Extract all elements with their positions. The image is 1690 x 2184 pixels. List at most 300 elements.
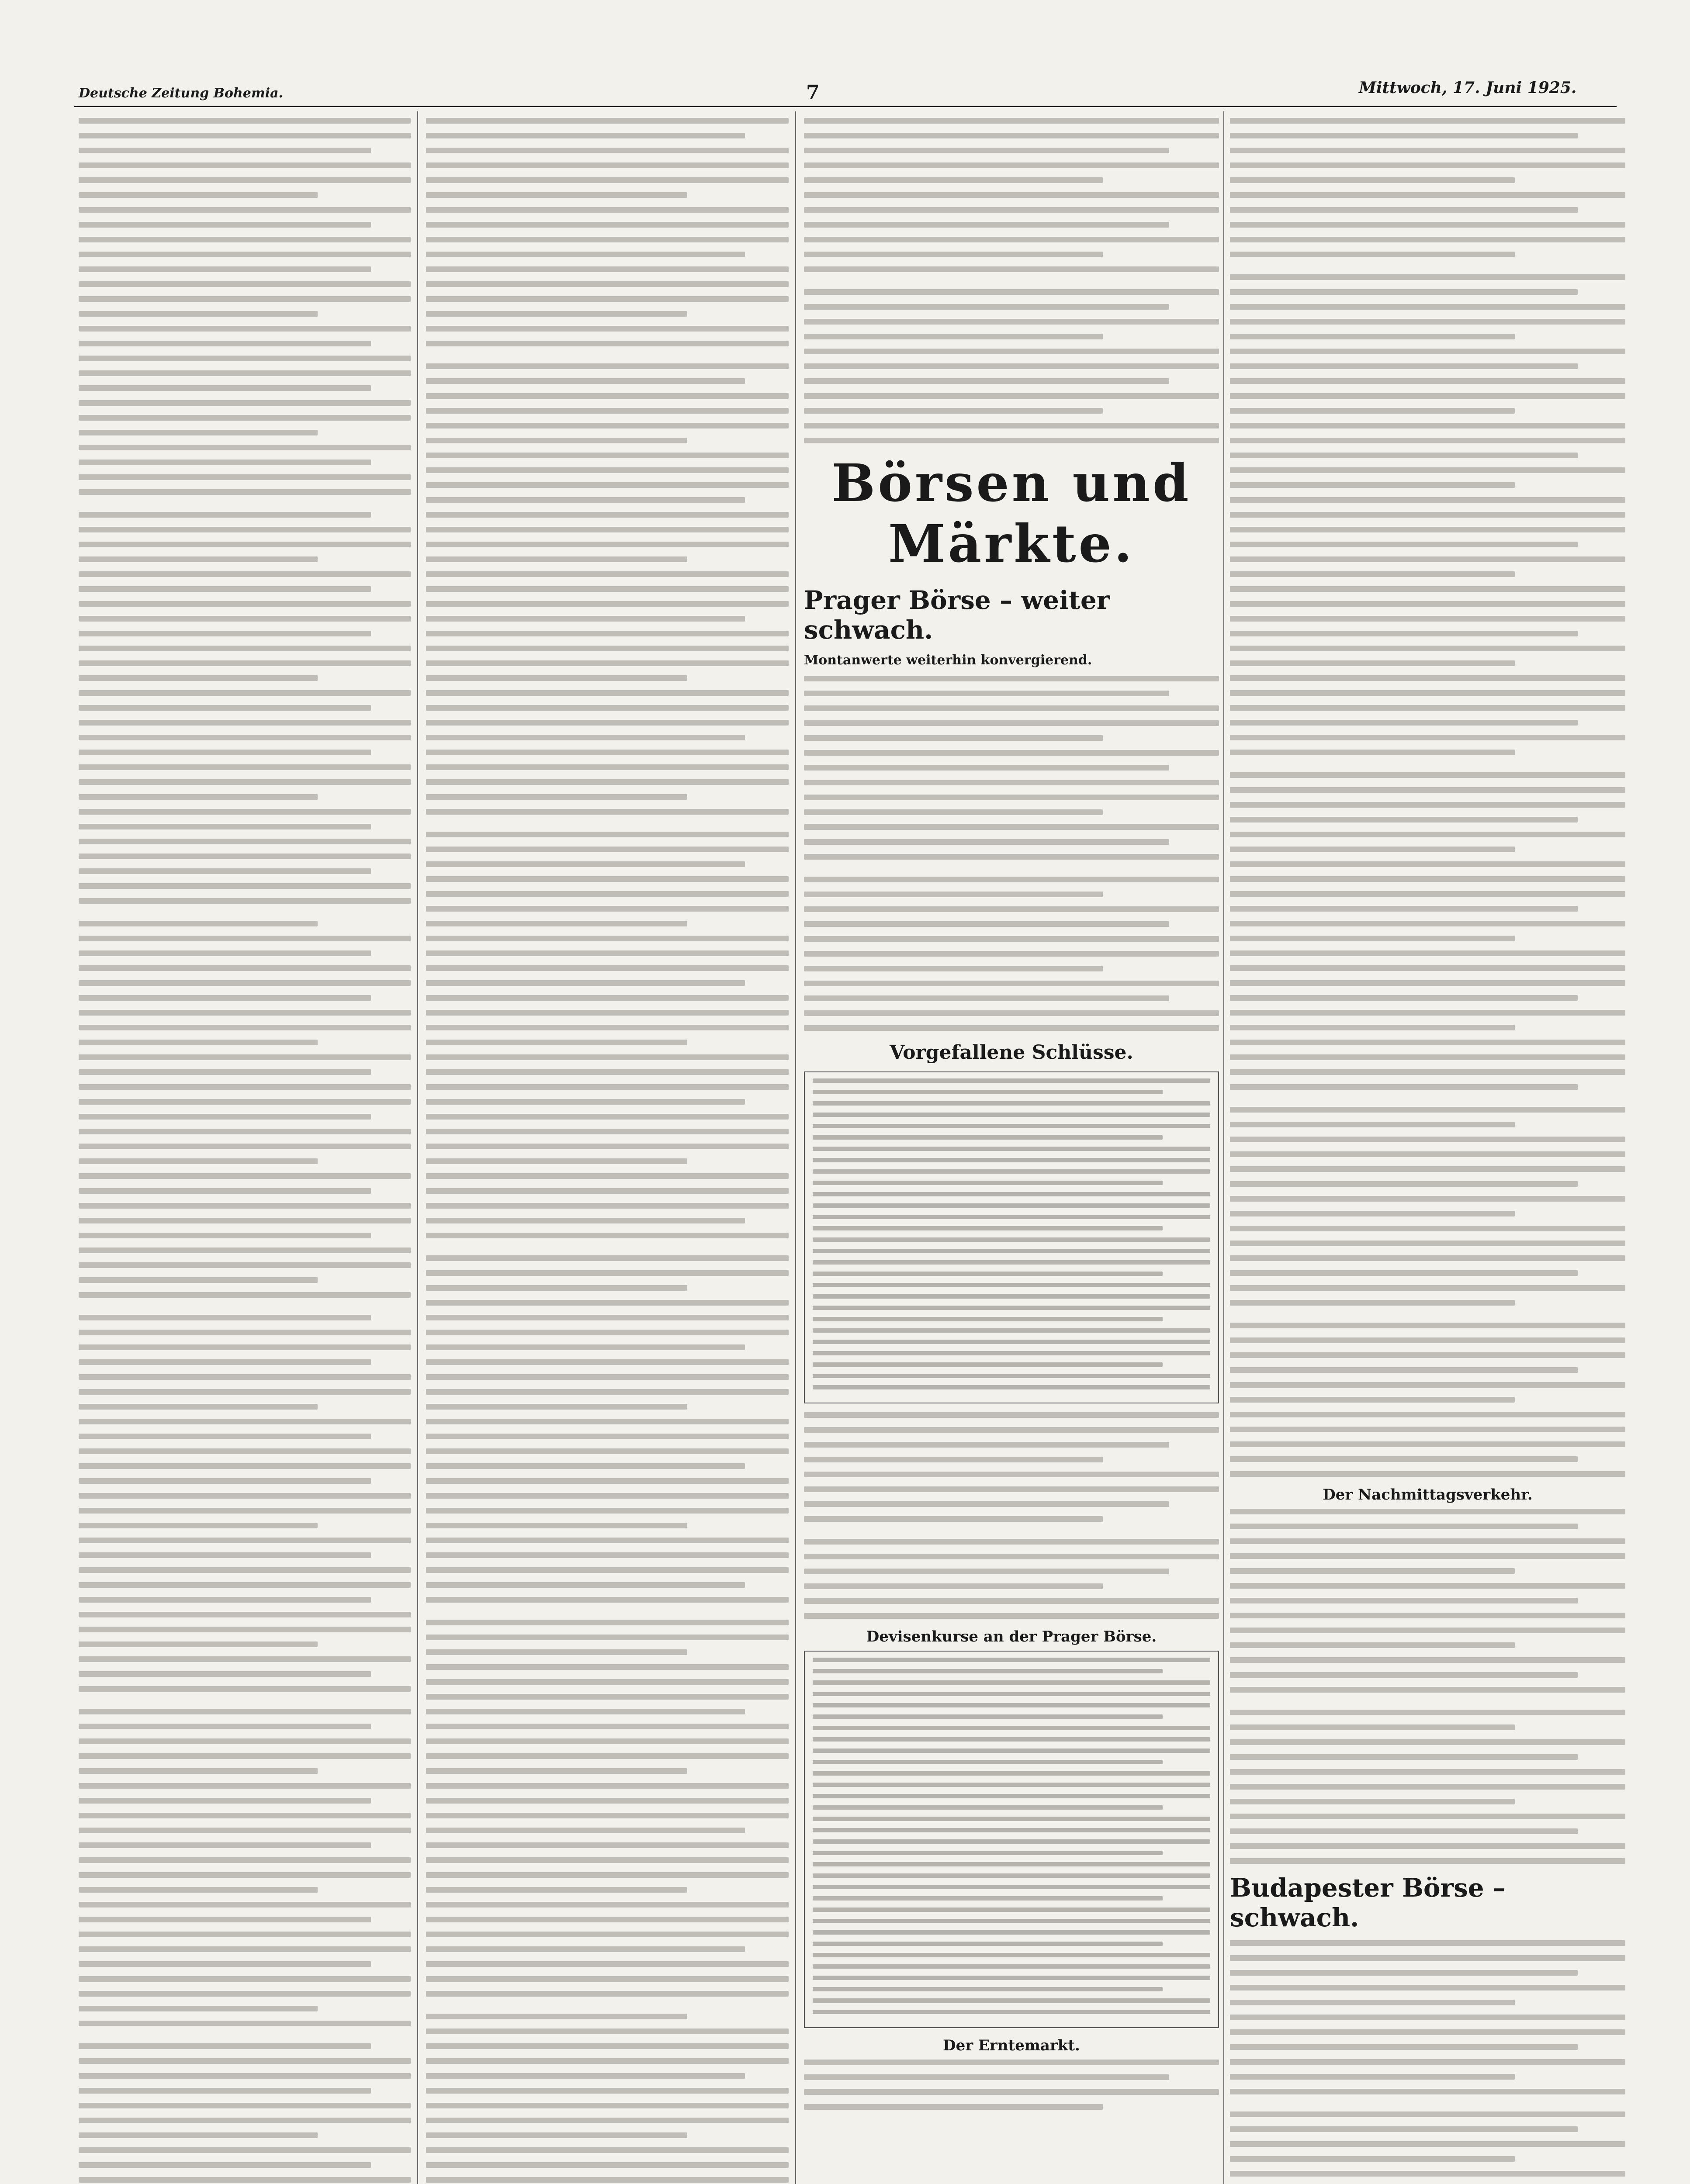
text-line [1230,1122,1515,1127]
text-line [804,162,1219,168]
text-line [813,1260,1210,1265]
text-line [79,1099,411,1105]
paragraph-gap [1230,266,1625,274]
text-line [426,162,789,168]
text-line [813,1317,1163,1321]
text-line [426,1946,745,1952]
text-line [804,1516,1103,1522]
text-line [1230,363,1578,369]
text-line [1230,1642,1515,1648]
text-line [426,192,687,198]
text-line [79,326,411,332]
text-line [79,252,411,257]
text-line [1230,1040,1625,1045]
text-line [79,1292,411,1298]
text-line [804,289,1219,295]
montan-subhead: Montanwerte weiterhin konvergierend. [804,653,1092,668]
text-line [1230,118,1625,124]
text-line [79,1389,411,1395]
evening-heading: Der Nachmittagsverkehr. [1323,1486,1533,1503]
text-line [79,1523,318,1528]
text-line [804,691,1169,696]
text-line [426,542,789,547]
text-line [79,1330,411,1335]
text-line [1230,1181,1578,1187]
text-line [804,2074,1169,2080]
text-line [426,2132,687,2138]
text-line [79,2177,411,2183]
text-line [426,1917,789,1922]
text-line [79,1612,411,1617]
text-line [426,2162,789,2168]
text-line [1230,802,1625,808]
text-line [426,1768,687,1774]
text-line [426,1783,789,1789]
text-line [804,1539,1219,1545]
text-line [426,1508,789,1514]
text-line [79,1902,411,1908]
text-line [813,1101,1210,1106]
text-line [79,474,411,480]
text-line [813,1760,1163,1764]
text-line [426,1872,789,1878]
text-line [426,876,789,882]
text-line [804,705,1219,711]
text-line [79,1508,411,1514]
text-line [813,1976,1210,1980]
text-line [426,1374,789,1380]
text-line [79,1813,411,1818]
text-line [79,1374,411,1380]
text-line [1230,207,1578,213]
text-line [1230,349,1625,354]
paragraph-gap [426,1612,789,1620]
text-line [79,1463,411,1469]
text-line [813,1272,1163,1276]
text-line [426,1404,687,1410]
text-line [426,423,789,429]
text-line [1230,2059,1625,2065]
text-line [1230,1858,1625,1864]
text-line [426,2118,789,2123]
text-line [813,1374,1210,1378]
text-line [1230,616,1625,622]
text-line [426,2177,789,2183]
text-line [813,1158,1210,1162]
text-line [804,892,1103,897]
text-line [426,764,789,770]
text-line [813,1362,1163,1367]
text-line [426,1344,745,1350]
text-line [813,1749,1210,1753]
text-line [1230,423,1625,429]
text-line [79,2073,411,2079]
paragraph-gap [79,913,411,921]
text-line [804,995,1169,1001]
text-line [426,148,789,153]
text-line [426,1419,789,1424]
text-line [426,601,789,607]
text-line [813,1340,1210,1344]
text-line [426,482,789,488]
text-line [426,1902,789,1908]
text-line [426,2058,789,2064]
text-line [426,1114,789,1120]
text-line [1230,1509,1625,1514]
text-line [426,2043,789,2049]
text-line [426,207,789,213]
paragraph-gap [1230,1315,1625,1323]
text-line [79,1976,411,1982]
text-line [804,378,1169,384]
text-line [813,1351,1210,1355]
text-line [1230,980,1625,986]
text-line [1230,1970,1578,1976]
text-line [79,921,318,926]
text-line [1230,1084,1578,1090]
text-line [804,319,1219,325]
text-line [813,1714,1163,1719]
text-line [79,1738,411,1744]
text-line [426,133,745,138]
text-line [1230,1285,1625,1291]
text-line [79,177,411,183]
text-line [426,281,789,287]
text-line [79,1493,411,1499]
text-line [1230,467,1625,473]
text-line [1230,1025,1515,1030]
newspaper-title: Deutsche Zeitung Bohemia. [79,86,283,101]
text-line [426,847,789,852]
text-line [426,720,789,726]
text-line [426,1315,789,1320]
text-line [79,266,371,272]
text-line [804,2104,1103,2110]
text-line [804,795,1219,800]
text-line [813,1885,1210,1889]
currency-table [804,1651,1219,2028]
text-line [426,1270,789,1276]
text-line [813,1862,1210,1866]
text-line [79,2118,411,2123]
text-line [426,237,789,242]
text-line [804,936,1219,942]
text-line [79,1262,411,1268]
text-line [813,1942,1163,1946]
text-line [804,118,1219,124]
text-line [804,676,1219,681]
text-line [79,1248,411,1253]
text-line [426,341,789,346]
text-line [1230,556,1625,562]
paragraph-gap [1230,2104,1625,2111]
text-line [813,1215,1210,1219]
text-line [1230,1657,1625,1663]
text-line [426,2088,789,2094]
text-line [1230,304,1625,310]
text-line [1230,2126,1578,2132]
paragraph-gap [79,2035,411,2043]
text-line [426,1233,789,1238]
text-line [79,1828,411,1833]
text-line [426,950,789,956]
text-line [79,2043,371,2049]
text-line [79,646,411,651]
text-line [79,1538,411,1543]
text-line [1230,319,1625,325]
text-line [804,1486,1219,1492]
text-line [804,1427,1219,1433]
text-line [426,660,789,666]
text-line [1230,2015,1625,2020]
text-line [426,393,789,399]
text-line [1230,378,1625,384]
text-line [804,2060,1219,2065]
text-line [1230,1337,1625,1343]
text-line [79,370,411,376]
text-line [804,207,1219,213]
text-line [813,1249,1210,1253]
text-line [1230,527,1625,532]
text-line [79,1434,371,1439]
text-line [1230,1054,1625,1060]
text-line [426,527,789,532]
text-line [79,1917,371,1922]
text-line [79,1627,411,1632]
text-line [426,1523,687,1528]
text-line [813,1113,1210,1117]
text-line [426,1478,789,1484]
text-line [1230,1010,1625,1016]
text-line [1230,334,1515,339]
text-line [1230,2171,1625,2177]
text-line [1230,1985,1625,1990]
text-line [79,400,411,406]
text-line [813,1658,1210,1662]
text-line [1230,289,1578,295]
text-line [1230,1739,1625,1745]
text-line [79,660,411,666]
text-line [79,883,411,889]
text-line [79,1961,371,1967]
text-line [426,1694,789,1700]
text-line [1230,817,1578,822]
text-line [1230,1672,1578,1678]
text-line [426,1448,789,1454]
text-line [813,1851,1163,1855]
text-line [804,133,1219,138]
text-line [1230,891,1625,897]
text-line [426,177,789,183]
text-line [1230,1382,1625,1388]
text-line [813,1135,1163,1140]
text-line [426,1649,687,1655]
text-line [79,2132,318,2138]
text-line [426,2028,789,2034]
text-line [79,631,371,636]
text-line [813,1783,1210,1787]
text-line [79,2147,411,2153]
text-line [79,936,411,941]
text-line [79,556,318,562]
text-line [79,237,411,242]
paragraph-gap [1230,764,1625,772]
text-line [426,1798,789,1804]
text-line [426,1961,789,1967]
text-line [813,1124,1210,1128]
text-line [79,1582,411,1588]
text-line [813,1078,1210,1083]
text-line [1230,2111,1625,2117]
text-line [813,1794,1210,1798]
text-line [426,1330,789,1335]
text-line [79,2058,411,2064]
text-line [1230,252,1515,257]
text-line [804,334,1103,339]
text-line [426,1932,789,1937]
trades-heading: Vorgefallene Schlüsse. [890,1041,1133,1064]
text-line [1230,1427,1625,1432]
text-line [813,1181,1163,1185]
text-line [813,1306,1210,1310]
paragraph-gap [804,1531,1219,1539]
text-line [1230,438,1625,443]
text-line [1230,1524,1578,1529]
text-line [79,1277,318,1283]
text-line [79,1129,411,1134]
text-line [1230,1107,1625,1113]
text-line [1230,1255,1625,1261]
text-line [79,1359,371,1365]
text-line [1230,2156,1515,2162]
text-line [426,965,789,971]
text-line [1230,646,1625,651]
text-line [1230,787,1625,793]
text-line [1230,571,1515,577]
text-line [79,1315,371,1320]
text-line [426,1040,687,1045]
text-line [79,1641,318,1647]
text-line [426,1887,687,1893]
text-line [426,750,789,755]
text-line [79,1188,371,1194]
text-line [79,222,371,228]
text-line [426,921,687,926]
text-line [804,877,1219,882]
text-line [804,1598,1219,1604]
text-line [813,1908,1210,1912]
text-line [426,1010,789,1016]
text-line [1230,995,1578,1001]
text-line [79,192,318,198]
text-line [426,1144,789,1149]
paragraph-gap [426,1248,789,1255]
text-line [79,356,411,361]
text-line [426,1188,789,1194]
text-line [79,616,411,622]
text-line [426,252,745,257]
text-line [813,1703,1210,1707]
text-line [426,936,789,941]
text-line [426,326,789,332]
text-line [426,2073,745,2079]
text-line [79,750,371,755]
text-line [1230,921,1625,926]
paragraph-gap [79,504,411,512]
text-line [426,1991,789,1997]
text-line [813,1669,1163,1673]
text-line [79,675,318,681]
text-line [1230,2089,1625,2094]
text-line [1230,750,1515,755]
text-line [804,423,1219,429]
text-line [1230,512,1625,518]
text-line [426,1434,789,1439]
text-line [426,1976,789,1982]
text-line [804,824,1219,830]
text-line [1230,1151,1625,1157]
text-line [79,415,411,421]
text-line [79,1724,371,1729]
text-line [804,809,1103,815]
text-line [79,2021,411,2026]
text-line [1230,1828,1578,1834]
text-line [1230,1955,1625,1961]
text-line [804,906,1219,912]
text-line [1230,1352,1625,1358]
text-line [426,1635,789,1640]
text-line [79,148,371,153]
text-line [79,995,371,1001]
text-line [79,385,371,391]
text-line [79,1872,411,1878]
text-line [79,1233,371,1238]
text-line [813,1737,1210,1742]
text-line [1230,222,1625,228]
text-line [804,1583,1103,1589]
text-line [426,1567,789,1573]
text-line [79,2088,371,2094]
devisen-heading: Devisenkurse an der Prager Börse. [866,1628,1157,1645]
text-line [79,586,371,592]
text-line [1230,453,1578,458]
text-line [1230,1241,1625,1246]
text-line [79,341,371,346]
text-line [426,1813,789,1818]
text-line [79,720,411,726]
text-line [804,2089,1219,2095]
text-line [804,237,1219,242]
column-1 [79,118,411,2184]
text-line [79,764,411,770]
text-line [1230,847,1515,852]
text-line [1230,148,1625,153]
text-line [79,1218,411,1223]
text-line [1230,1471,1625,1477]
text-line [79,445,411,450]
text-line [79,854,411,859]
text-line [1230,631,1578,636]
text-line [426,497,745,503]
text-line [79,1054,411,1060]
text-line [426,995,789,1001]
text-line [804,438,1219,443]
text-line [813,1987,1163,1991]
text-line [1230,1137,1625,1142]
text-line [1230,2029,1625,2035]
text-line [813,1169,1210,1174]
text-line [804,1501,1169,1507]
